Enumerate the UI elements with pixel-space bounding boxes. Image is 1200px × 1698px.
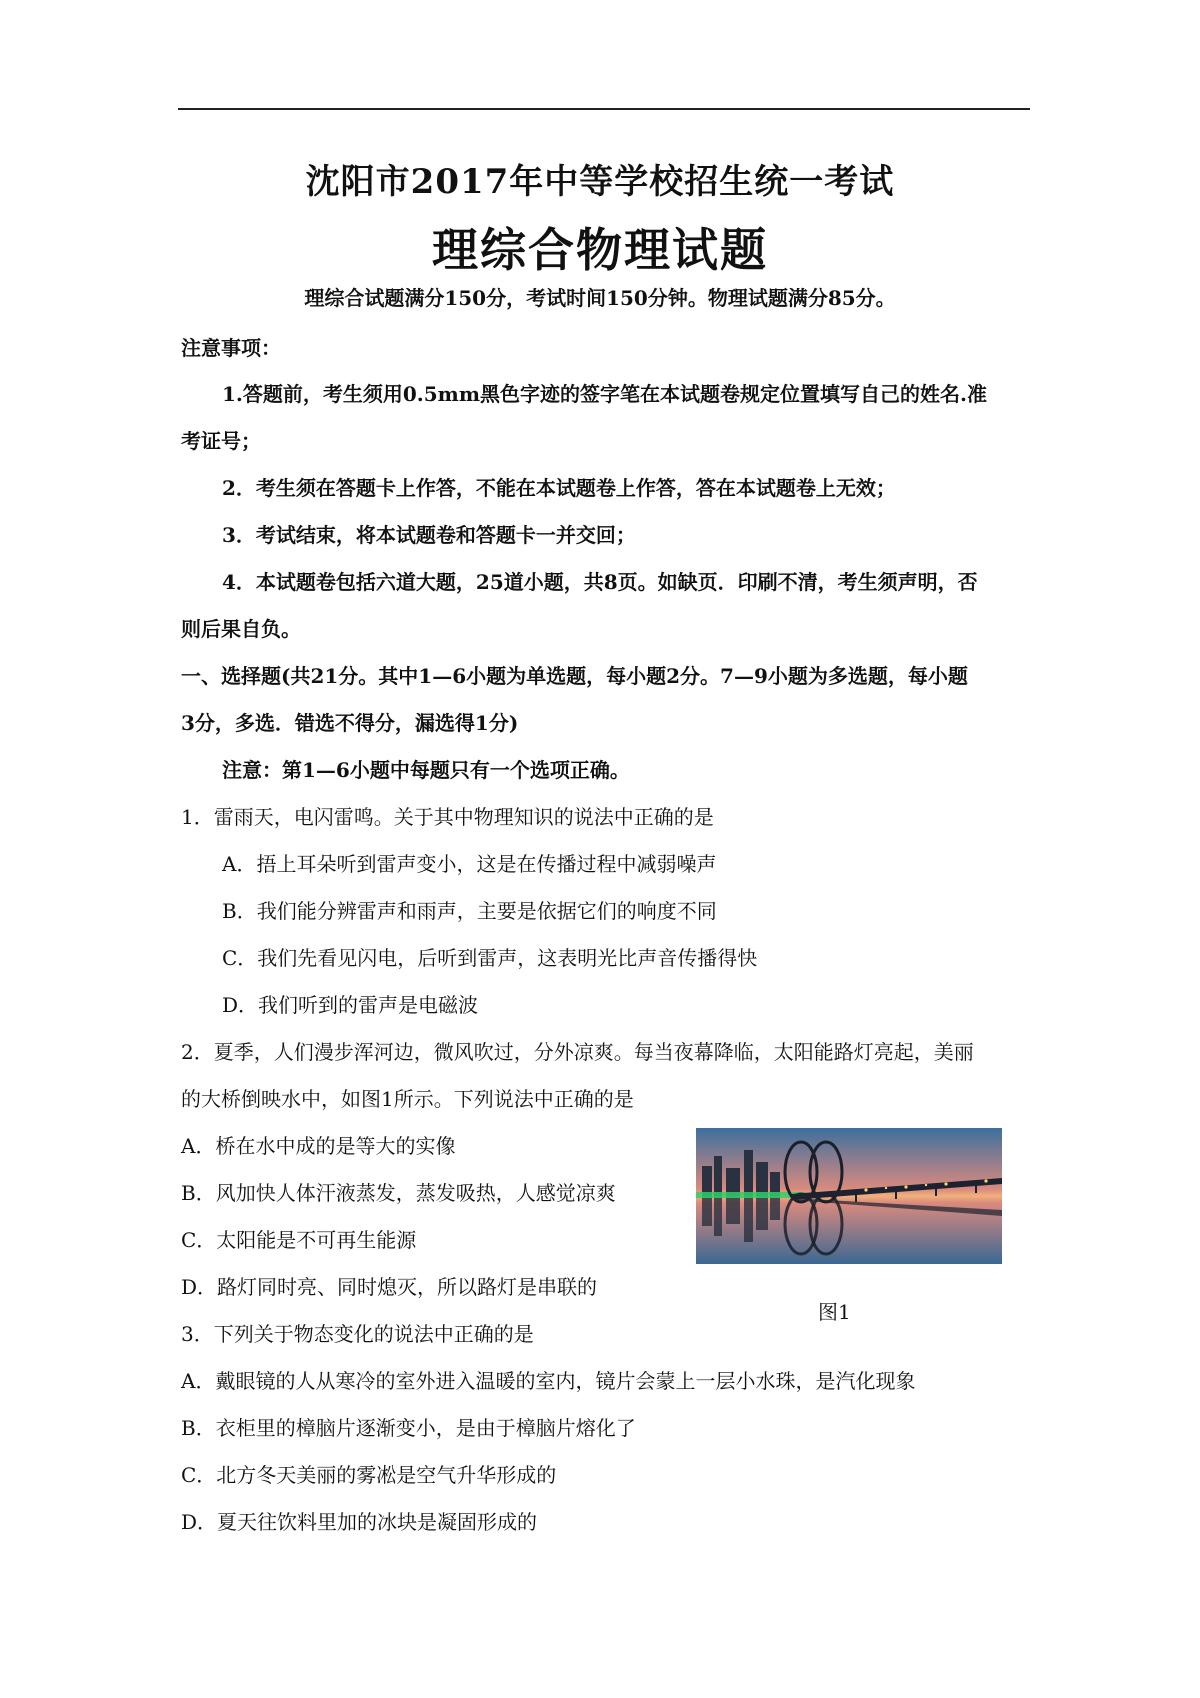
question-1-option-b: B．我们能分辨雷声和雨声，主要是依据它们的响度不同 [222,899,717,923]
question-1-stem: 1．雷雨天，电闪雷鸣。关于其中物理知识的说法中正确的是 [181,805,714,829]
question-3-option-a: A．戴眼镜的人从寒冷的室外进入温暖的室内，镜片会蒙上一层小水珠，是汽化现象 [181,1369,916,1393]
notice-item-1-cont: 考证号； [181,429,261,453]
notice-item-2: 2．考生须在答题卡上作答，不能在本试题卷上作答，答在本试题卷上无效； [222,476,896,500]
notice-heading: 注意事项： [181,336,281,360]
question-2-stem-cont: 的大桥倒映水中，如图1所示。下列说法中正确的是 [181,1087,634,1111]
score-info: 理综合试题满分150分，考试时间150分钟。物理试题满分85分。 [304,286,896,310]
section-heading: 一、选择题(共21分。其中1—6小题为单选题，每小题2分。7—9小题为多选题，每小题 [181,664,968,688]
question-3-stem: 3．下列关于物态变化的说法中正确的是 [181,1322,534,1346]
exam-title: 沈阳市2017年中等学校招生统一考试 [305,162,895,202]
question-3-option-d: D．夏天往饮料里加的冰块是凝固形成的 [181,1510,538,1534]
question-2-option-d: D．路灯同时亮、同时熄灭，所以路灯是串联的 [181,1275,598,1299]
question-2-stem: 2．夏季，人们漫步浑河边，微风吹过，分外凉爽。每当夜幕降临，太阳能路灯亮起，美丽 [181,1040,974,1064]
top-rule [178,108,1030,110]
figure-caption: 图1 [818,1300,851,1324]
bridge-reflection-figure [696,1128,1002,1264]
notice-item-4: 4．本试题卷包括六道大题，25道小题，共8页。如缺页．印刷不清，考生须声明，否 [222,570,978,594]
notice-item-3: 3．考试结束，将本试题卷和答题卡一并交回； [222,523,636,547]
section-note: 注意：第1—6小题中每题只有一个选项正确。 [222,758,630,782]
question-3-option-c: C．北方冬天美丽的雾凇是空气升华形成的 [181,1463,557,1487]
question-3-option-b: B．衣柜里的樟脑片逐渐变小，是由于樟脑片熔化了 [181,1416,636,1440]
exam-subtitle: 理综合物理试题 [432,223,768,277]
question-2-option-c: C．太阳能是不可再生能源 [181,1228,417,1252]
notice-item-1: 1.答题前，考生须用0.5mm黑色字迹的签字笔在本试题卷规定位置填写自己的姓名.准 [222,382,987,406]
question-1-option-c: C．我们先看见闪电，后听到雷声，这表明光比声音传播得快 [222,946,758,970]
notice-item-4-cont: 则后果自负。 [181,617,301,641]
question-2-option-b: B．风加快人体汗液蒸发，蒸发吸热，人感觉凉爽 [181,1181,616,1205]
question-1-option-a: A．捂上耳朵听到雷声变小，这是在传播过程中减弱噪声 [222,852,717,876]
section-heading-cont: 3分，多选．错选不得分，漏选得1分) [181,711,519,735]
question-1-option-d: D．我们听到的雷声是电磁波 [222,993,479,1017]
question-2-option-a: A．桥在水中成的是等大的实像 [181,1134,456,1158]
